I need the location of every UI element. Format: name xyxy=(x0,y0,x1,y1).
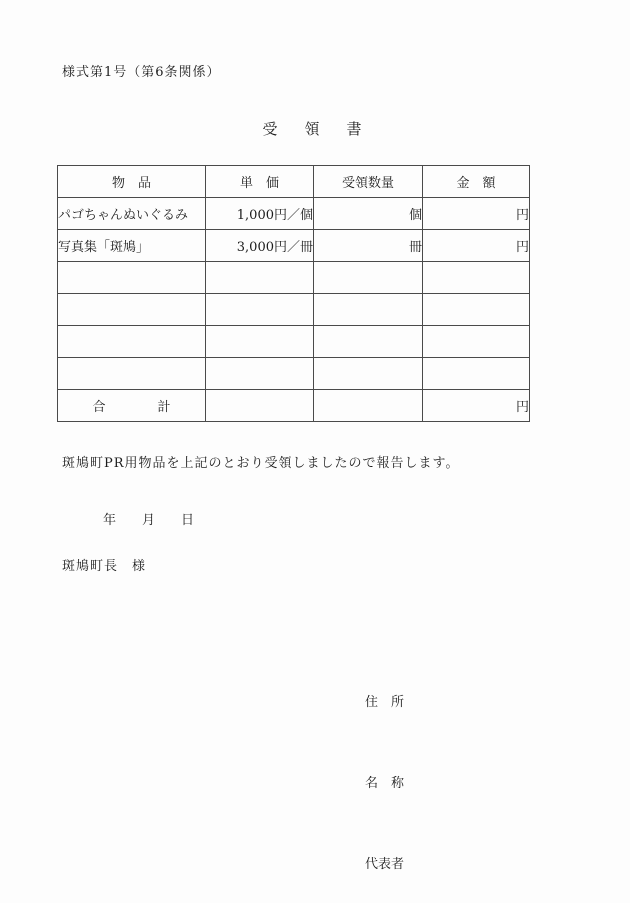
table-header-row xyxy=(58,166,530,198)
item-name xyxy=(58,326,206,358)
header-amount: 金 額 xyxy=(423,166,530,198)
amount-unit xyxy=(423,262,530,294)
unit-price xyxy=(206,358,314,390)
signer-representative-label: 代表者 xyxy=(365,857,405,872)
total-amount-unit: 円 xyxy=(423,390,530,422)
quantity-unit: 冊 xyxy=(314,230,423,262)
table-row xyxy=(58,262,530,294)
unit-price xyxy=(206,262,314,294)
table-row xyxy=(58,294,530,326)
table-total-row xyxy=(58,390,530,422)
quantity-unit: 個 xyxy=(314,198,423,230)
unit-price: 1,000円／個 xyxy=(206,198,314,230)
receipt-statement: 斑鳩町PR用物品を上記のとおり受領しましたので報告します。 xyxy=(62,456,460,471)
item-name xyxy=(58,358,206,390)
amount-unit: 円 xyxy=(423,198,530,230)
document-title: 受 領 書 xyxy=(262,120,368,138)
table-row xyxy=(58,326,530,358)
item-name: 写真集「斑鳩」 xyxy=(58,230,206,262)
unit-price: 3,000円／冊 xyxy=(206,230,314,262)
item-name xyxy=(58,262,206,294)
quantity-unit xyxy=(314,326,423,358)
item-name: パゴちゃんぬいぐるみ xyxy=(58,198,206,230)
addressee: 斑鳩町長 様 xyxy=(62,559,147,574)
unit-price xyxy=(206,326,314,358)
quantity-unit xyxy=(314,262,423,294)
item-name xyxy=(58,294,206,326)
table-row xyxy=(58,358,530,390)
table-row xyxy=(58,230,530,262)
signer-block xyxy=(365,635,404,903)
date-line: 年 月 日 xyxy=(103,513,195,528)
header-quantity: 受領数量 xyxy=(314,166,423,198)
quantity-unit xyxy=(314,358,423,390)
signer-address-label: 住 所 xyxy=(365,695,405,710)
header-unit-price: 単 価 xyxy=(206,166,314,198)
unit-price xyxy=(206,294,314,326)
amount-unit xyxy=(423,326,530,358)
signer-name-label: 名 称 xyxy=(365,776,405,791)
quantity-unit xyxy=(314,294,423,326)
total-label: 合 計 xyxy=(58,390,206,422)
total-quantity xyxy=(314,390,423,422)
form-number: 様式第1号（第6条関係） xyxy=(62,65,221,80)
header-item: 物 品 xyxy=(58,166,206,198)
table-row xyxy=(58,198,530,230)
receipt-table xyxy=(57,165,530,422)
amount-unit xyxy=(423,358,530,390)
total-unit-price xyxy=(206,390,314,422)
amount-unit: 円 xyxy=(423,230,530,262)
amount-unit xyxy=(423,294,530,326)
